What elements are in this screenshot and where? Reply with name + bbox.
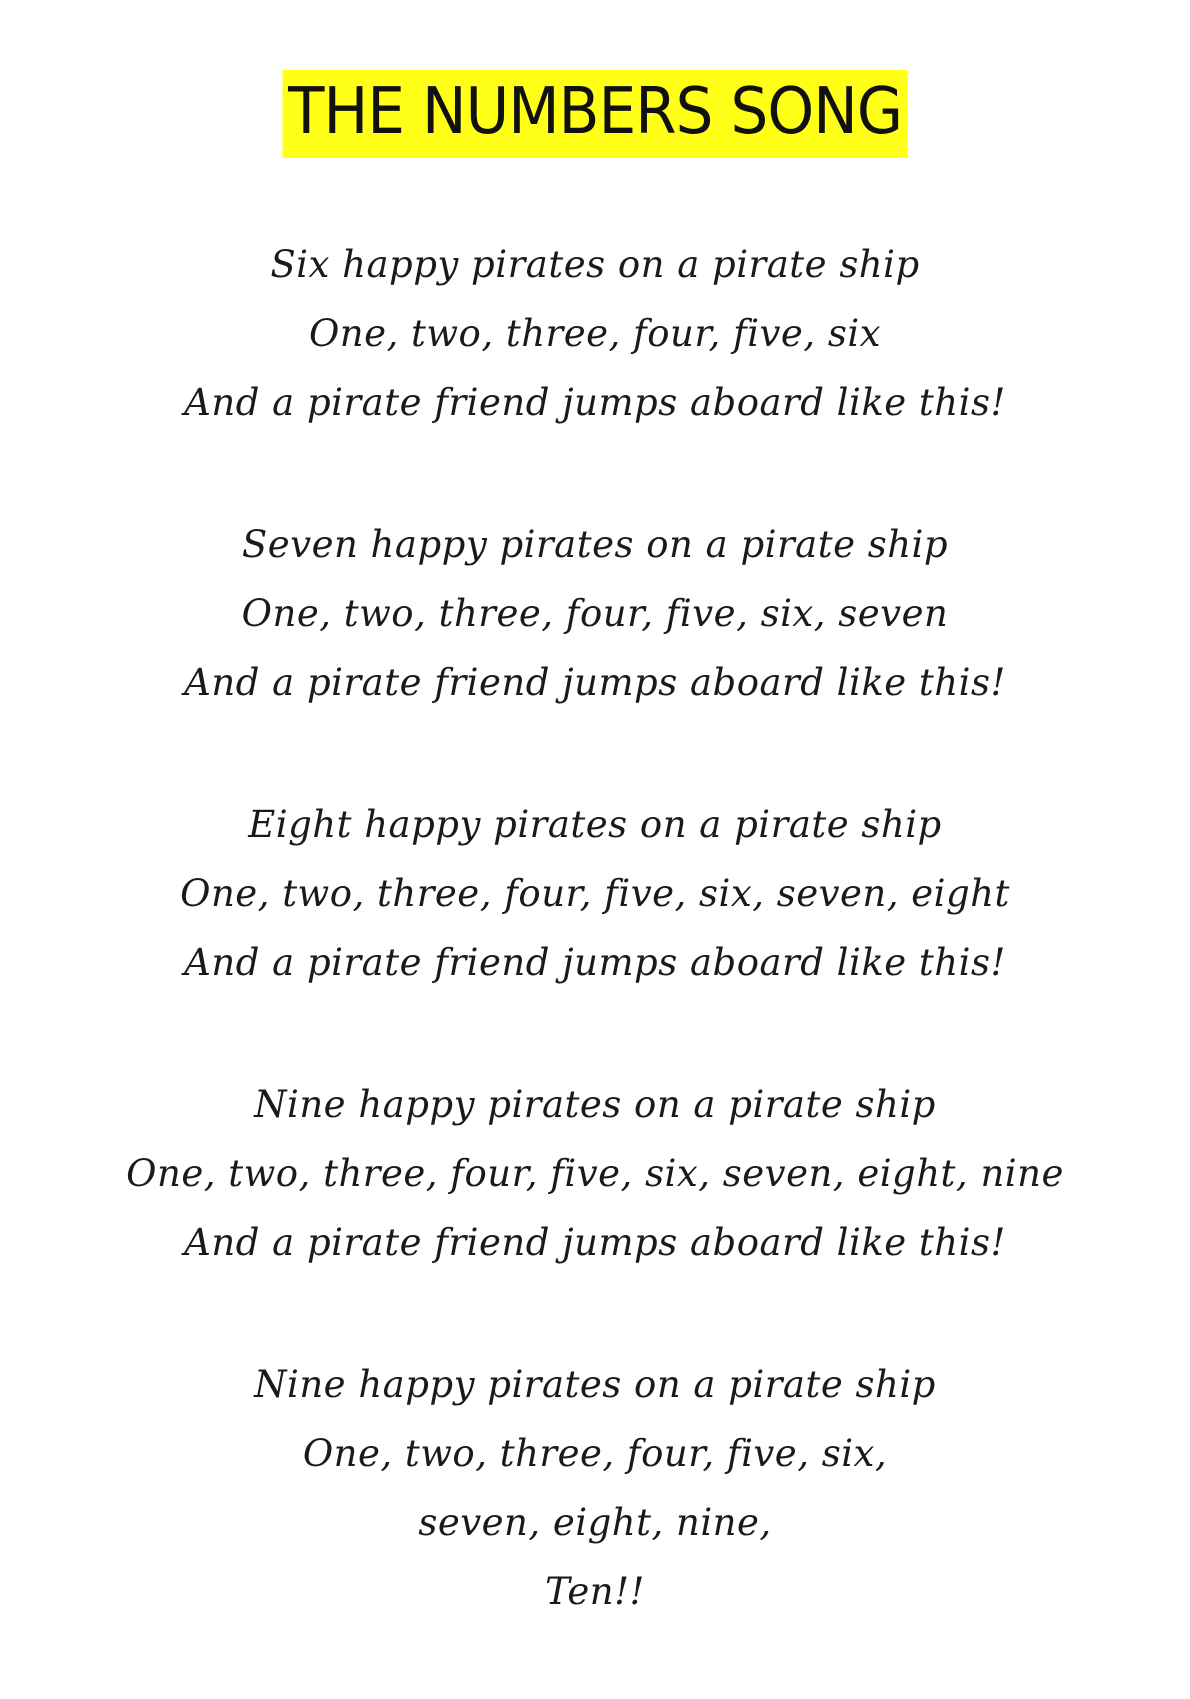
lyric-line: Six happy pirates on a pirate ship	[270, 243, 920, 286]
lyric-line: seven, eight, nine,	[418, 1501, 772, 1544]
lyric-line: Eight happy pirates on a pirate ship	[248, 803, 942, 846]
verse	[0, 510, 1190, 717]
lyric-line: And a pirate friend jumps aboard like this!	[184, 1221, 1006, 1264]
lyric-line: And a pirate friend jumps aboard like this!	[184, 941, 1006, 984]
lyric-line: One, two, three, four, five, six, seven	[241, 592, 949, 635]
lyric-line: One, two, three, four, five, six	[308, 312, 882, 355]
title-container	[0, 70, 1190, 158]
lyrics	[0, 230, 1190, 1699]
verse	[0, 230, 1190, 437]
lyric-line: Seven happy pirates on a pirate ship	[241, 523, 949, 566]
song-title: THE NUMBERS SONG	[282, 70, 907, 158]
verse	[0, 1350, 1190, 1626]
lyric-line: Ten!!	[545, 1570, 645, 1613]
lyric-line: Nine happy pirates on a pirate ship	[254, 1363, 936, 1406]
verse	[0, 790, 1190, 997]
lyric-line: And a pirate friend jumps aboard like this!	[184, 661, 1006, 704]
verse	[0, 1070, 1190, 1277]
lyric-line: And a pirate friend jumps aboard like this!	[184, 381, 1006, 424]
lyric-line: One, two, three, four, five, six, seven, eight	[180, 872, 1010, 915]
lyric-line: One, two, three, four, five, six, seven, eight, nine	[126, 1152, 1064, 1195]
lyric-line: One, two, three, four, five, six,	[302, 1432, 888, 1475]
lyric-line: Nine happy pirates on a pirate ship	[254, 1083, 936, 1126]
